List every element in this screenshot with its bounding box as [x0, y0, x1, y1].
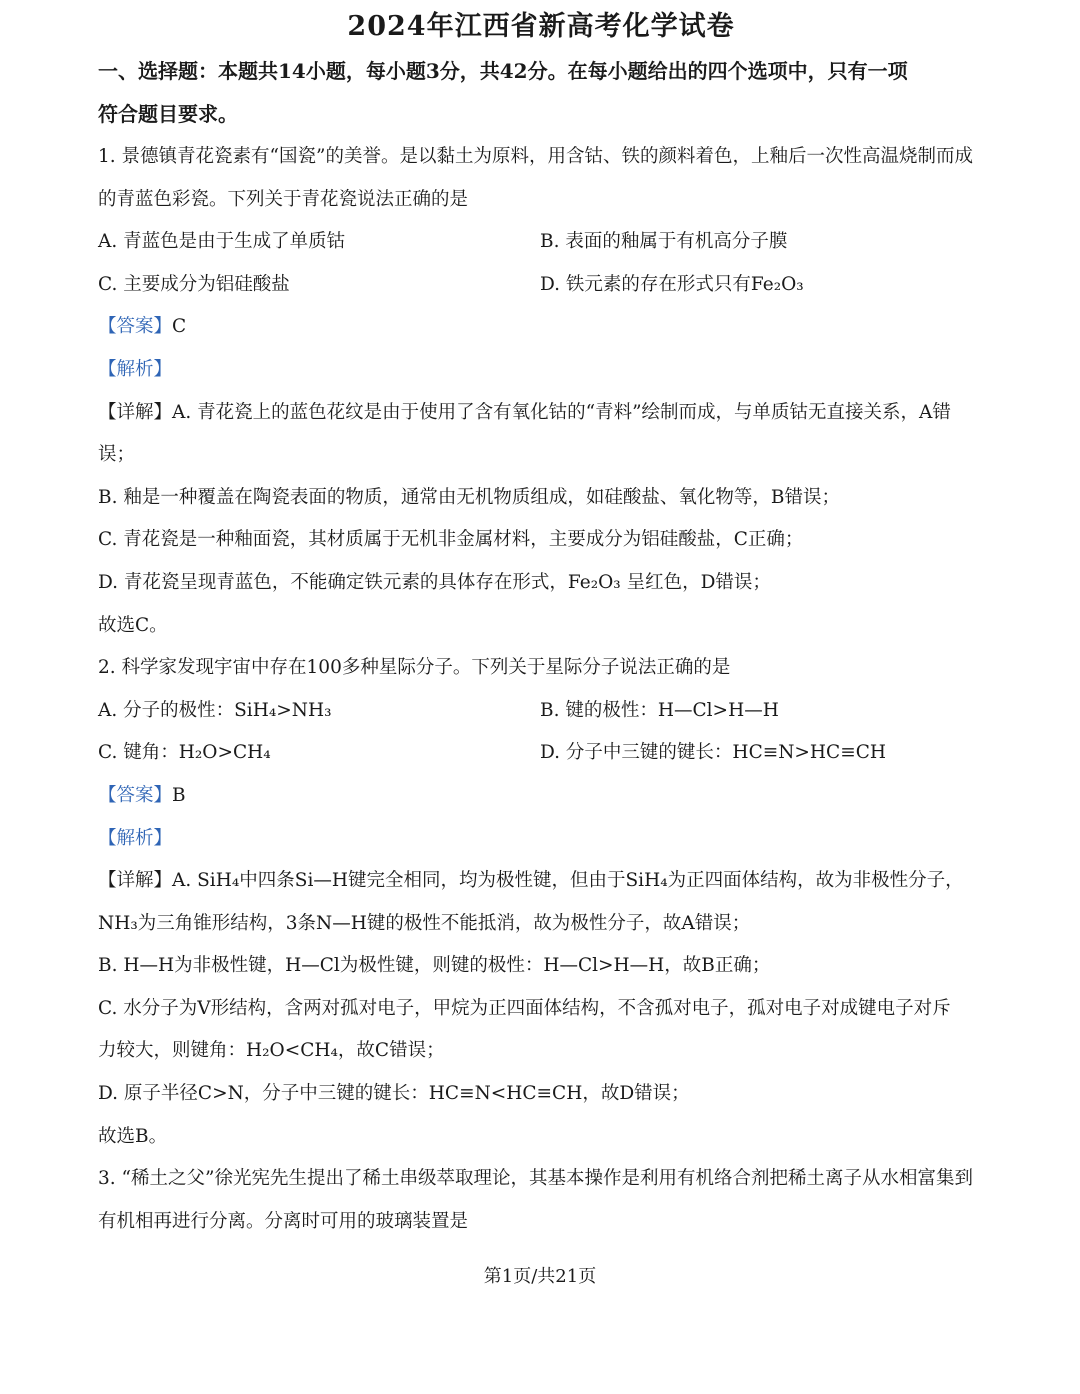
q2-option-b: B. 键的极性：H—Cl>H—H	[540, 699, 779, 721]
q1-option-d: D. 铁元素的存在形式只有Fe₂O₃	[540, 273, 804, 295]
q2-options-row-1	[98, 690, 984, 733]
q2-detail-c-line2: 力较大，则键角：H₂O<CH₄，故C错误；	[98, 1040, 445, 1062]
q1-detail-d: D. 青花瓷呈现青蓝色，不能确定铁元素的具体存在形式，Fe₂O₃ 呈红色，D错误；	[98, 571, 771, 593]
q2-detail-a-line1	[98, 860, 984, 903]
detail-tag: 【详解】	[98, 401, 173, 423]
q2-conclusion: 故选B。	[98, 1125, 168, 1147]
q2-detail-b: B. H—H为非极性键，H—Cl为极性键，则键的极性：H—Cl>H—H，故B正确；	[98, 955, 771, 977]
q1-stem-line2: 的青蓝色彩瓷。下列关于青花瓷说法正确的是	[98, 188, 469, 210]
section-heading-line2: 符合题目要求。	[98, 102, 238, 126]
q2-option-c: C. 键角：H₂O>CH₄	[98, 742, 271, 764]
detail-text: A. 青花瓷上的蓝色花纹是由于使用了含有氧化钴的“青料”绘制而成，与单质钴无直接关系，A错	[172, 401, 951, 423]
analysis-tag: 【解析】	[98, 358, 173, 380]
question-1	[98, 136, 984, 647]
exam-title: 2024年江西省新高考化学试卷	[347, 11, 735, 42]
q1-stem-line1: 1. 景德镇青花瓷素有“国瓷”的美誉。是以黏土为原料，用含钴、铁的颜料着色，上釉后一次性高温烧制而成	[98, 146, 973, 167]
q2-option-d: D. 分子中三键的键长：HC≡N>HC≡CH	[540, 742, 886, 764]
q1-options-row-2	[98, 264, 984, 307]
answer-tag: 【答案】	[98, 316, 173, 338]
q2-options-row-2	[98, 732, 984, 775]
q2-answer	[98, 775, 984, 818]
q3-stem-line2: 有机相再进行分离。分离时可用的玻璃装置是	[98, 1210, 469, 1232]
q2-stem: 2. 科学家发现宇宙中存在100多种星际分子。下列关于星际分子说法正确的是	[98, 657, 731, 679]
answer-value: C	[172, 316, 187, 338]
q1-detail-b: B. 釉是一种覆盖在陶瓷表面的物质，通常由无机物质组成，如硅酸盐、氧化物等，B错误；	[98, 486, 840, 508]
question-2	[98, 647, 984, 1158]
q1-option-a: A. 青蓝色是由于生成了单质钴	[98, 231, 346, 253]
q1-detail-a-line2: 误；	[98, 444, 136, 466]
q1-detail-c: C. 青花瓷是一种釉面瓷，其材质属于无机非金属材料，主要成分为铝硅酸盐，C正确；	[98, 529, 804, 551]
detail-tag: 【详解】	[98, 870, 173, 892]
answer-value: B	[172, 784, 186, 806]
answer-tag: 【答案】	[98, 784, 173, 806]
analysis-tag: 【解析】	[98, 827, 173, 849]
q1-conclusion: 故选C。	[98, 614, 168, 636]
q1-detail-a-line1	[98, 392, 984, 435]
q1-analysis	[98, 349, 984, 392]
q2-option-a: A. 分子的极性：SiH₄>NH₃	[98, 699, 332, 721]
q1-option-b: B. 表面的釉属于有机高分子膜	[540, 231, 788, 253]
q1-option-c: C. 主要成分为铝硅酸盐	[98, 273, 290, 295]
question-3	[98, 1158, 984, 1243]
q3-stem-line1: 3. “稀土之父”徐光宪先生提出了稀土串级萃取理论，其基本操作是利用有机络合剂把稀土离子从水相富集到	[98, 1168, 973, 1190]
detail-text: A. SiH₄中四条Si—H键完全相同，均为极性键，但由于SiH₄为正四面体结构，故为非极性分子，	[172, 870, 964, 892]
page-footer: 第1页/共21页	[483, 1266, 597, 1287]
q2-analysis	[98, 818, 984, 861]
q2-detail-c-line1: C. 水分子为V形结构，含两对孤对电子，甲烷为正四面体结构，不含孤对电子，孤对电子对成键电子对斥	[98, 997, 951, 1019]
q1-answer	[98, 306, 984, 349]
q2-detail-a-line2: NH₃为三角锥形结构，3条N—H键的极性不能抵消，故为极性分子，故A错误；	[98, 912, 751, 934]
q1-options-row-1	[98, 221, 984, 264]
section-heading-line1: 一、选择题：本题共14小题，每小题3分，共42分。在每小题给出的四个选项中，只有一项	[98, 59, 908, 83]
q2-detail-d: D. 原子半径C>N，分子中三键的键长：HC≡N<HC≡CH，故D错误；	[98, 1083, 690, 1105]
